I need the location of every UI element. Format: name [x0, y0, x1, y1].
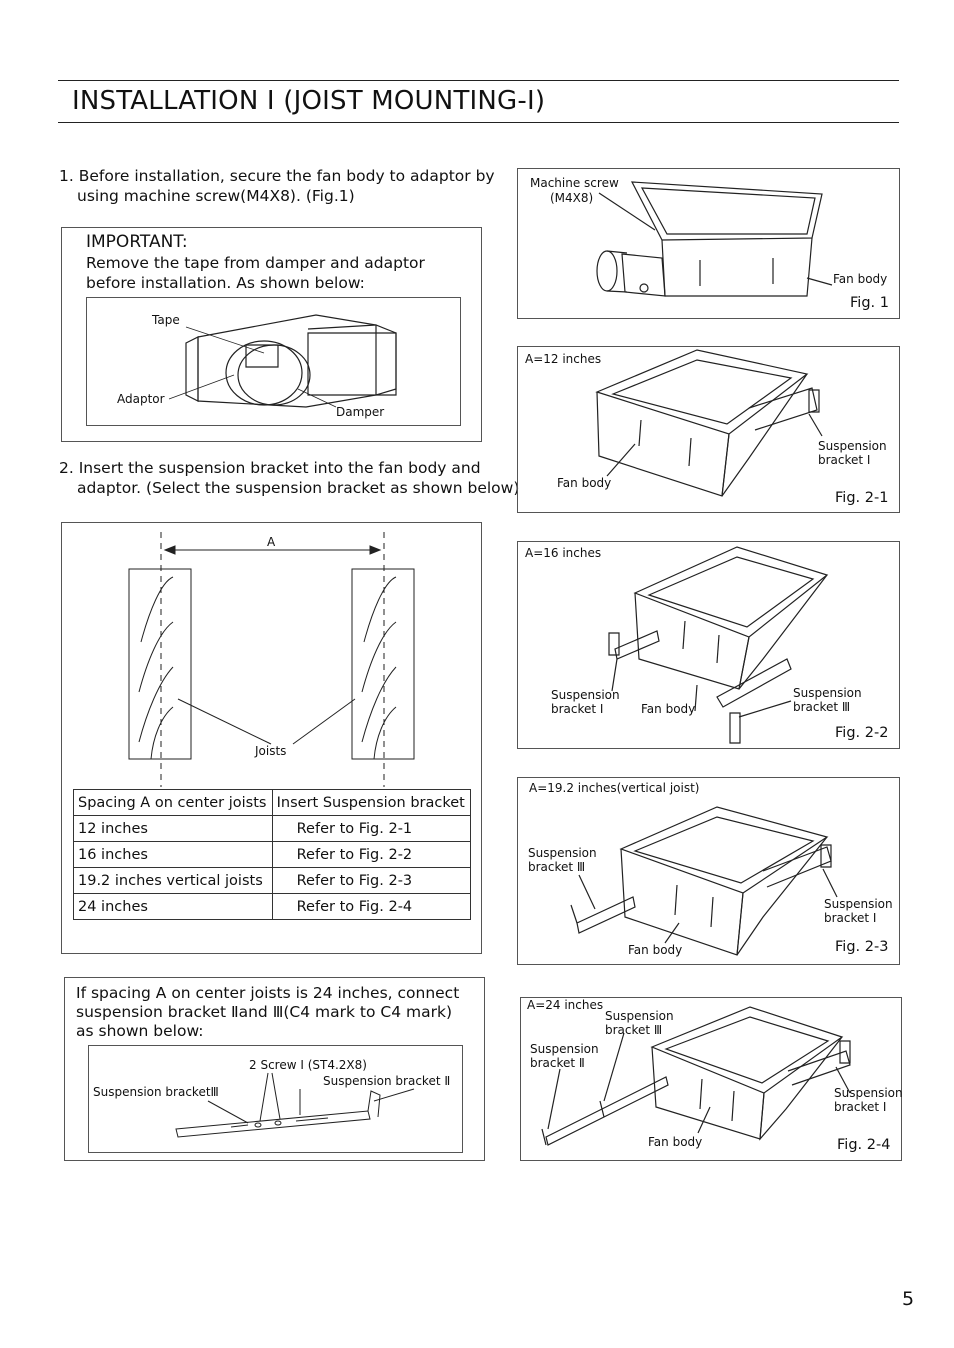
page-title: INSTALLATION Ⅰ (JOIST MOUNTING-Ⅰ) [72, 86, 546, 116]
fig2-4-top-bracket-label: bracket Ⅲ [605, 1023, 663, 1037]
fig2-4-right-suspension-label: Suspension [834, 1086, 903, 1100]
fig2-2-fan-body-label: Fan body [641, 702, 696, 716]
fig2-2-right-bracket-label: bracket Ⅲ [793, 700, 851, 714]
table-header-cell: Spacing A on center joists [74, 790, 273, 816]
table-cell: 19.2 inches vertical joists [74, 868, 273, 894]
fig2-3-right-suspension-label: Suspension [824, 897, 893, 911]
table-header-row [74, 790, 471, 816]
table-cell: Refer to Fig. 2-1 [272, 816, 470, 842]
table-cell: Refer to Fig. 2-2 [272, 842, 470, 868]
tape-label: Tape [152, 313, 180, 327]
table-row [74, 842, 471, 868]
fig2-4-caption: Fig. 2-4 [837, 1137, 891, 1153]
table-header-cell: Insert Suspension bracket [272, 790, 470, 816]
table-cell: 16 inches [74, 842, 273, 868]
fig2-2-illustration [517, 541, 900, 749]
adaptor-label: Adaptor [117, 392, 165, 406]
table-row [74, 816, 471, 842]
spacing-table [73, 789, 471, 920]
important-heading: IMPORTANT: [86, 232, 188, 252]
fig2-4-left-bracket-label: bracket Ⅱ [530, 1056, 585, 1070]
bracket2-label: Suspension bracket Ⅱ [323, 1074, 451, 1088]
fig2-4-left-suspension-label: Suspension [530, 1042, 599, 1056]
step1-line1: 1. Before installation, secure the fan body to adaptor by [59, 167, 495, 185]
step1-line2: using machine screw(M4X8). (Fig.1) [77, 187, 355, 205]
connect-note-line3: as shown below: [76, 1022, 204, 1040]
table-cell: Refer to Fig. 2-3 [272, 868, 470, 894]
joist-right [352, 569, 414, 759]
fig2-1-suspension-label: Suspension [818, 439, 887, 453]
joists-label: Joists [255, 744, 287, 758]
bracket3-label: Suspension bracketⅢ [93, 1085, 219, 1099]
fig1-fan-body-label: Fan body [833, 272, 888, 286]
table-cell: 12 inches [74, 816, 273, 842]
fig1-machine-screw-label: Machine screw [530, 176, 619, 190]
connect-note-line1: If spacing A on center joists is 24 inches, connect [76, 984, 460, 1002]
fig2-2-a-label: A=16 inches [525, 546, 602, 560]
fig2-3-right-bracket-label: bracket Ⅰ [824, 911, 877, 925]
fig2-3-left-bracket-label: bracket Ⅲ [528, 860, 586, 874]
fig1-caption: Fig. 1 [850, 295, 889, 311]
joist-left [129, 569, 191, 759]
table-cell: 24 inches [74, 894, 273, 920]
screw-label: 2 Screw Ⅰ (ST4.2X8) [249, 1058, 367, 1072]
fig2-3-left-suspension-label: Suspension [528, 846, 597, 860]
fig2-4-top-suspension-label: Suspension [605, 1009, 674, 1023]
table-row [74, 868, 471, 894]
fig2-2-left-bracket-label: bracket Ⅰ [551, 702, 604, 716]
table-row [74, 894, 471, 920]
step2-line1: 2. Insert the suspension bracket into the fan body and [59, 459, 481, 477]
fig2-1-caption: Fig. 2-1 [835, 490, 889, 506]
header-bottom-rule [58, 122, 899, 123]
important-line1: Remove the tape from damper and adaptor [86, 254, 425, 272]
header-top-rule [58, 80, 899, 81]
step2-line2: adaptor. (Select the suspension bracket as shown below) [77, 479, 520, 497]
damper-label: Damper [336, 405, 385, 419]
table-cell: Refer to Fig. 2-4 [272, 894, 470, 920]
fig2-2-right-suspension-label: Suspension [793, 686, 862, 700]
fig2-1-a-label: A=12 inches [525, 352, 602, 366]
fig2-1-bracket-label: bracket Ⅰ [818, 453, 871, 467]
a-dimension-label: A [267, 535, 276, 549]
important-line2: before installation. As shown below: [86, 274, 365, 292]
damper-illustration [86, 297, 461, 426]
connect-note-line2: suspension bracket Ⅱand Ⅲ(C4 mark to C4 mark) [76, 1003, 453, 1021]
fig2-3-a-label: A=19.2 inches(vertical joist) [529, 781, 700, 795]
fig2-1-fan-body-label: Fan body [557, 476, 612, 490]
fig2-2-caption: Fig. 2-2 [835, 725, 889, 741]
fig2-3-fan-body-label: Fan body [628, 943, 683, 957]
fig2-3-caption: Fig. 2-3 [835, 939, 889, 955]
fig1-m4x8-label: (M4X8) [550, 191, 594, 205]
page-number: 5 [902, 1288, 915, 1310]
fig2-4-a-label: A=24 inches [527, 998, 604, 1012]
fig2-4-fan-body-label: Fan body [648, 1135, 703, 1149]
fig2-2-left-suspension-label: Suspension [551, 688, 620, 702]
fig2-4-right-bracket-label: bracket Ⅰ [834, 1100, 887, 1114]
